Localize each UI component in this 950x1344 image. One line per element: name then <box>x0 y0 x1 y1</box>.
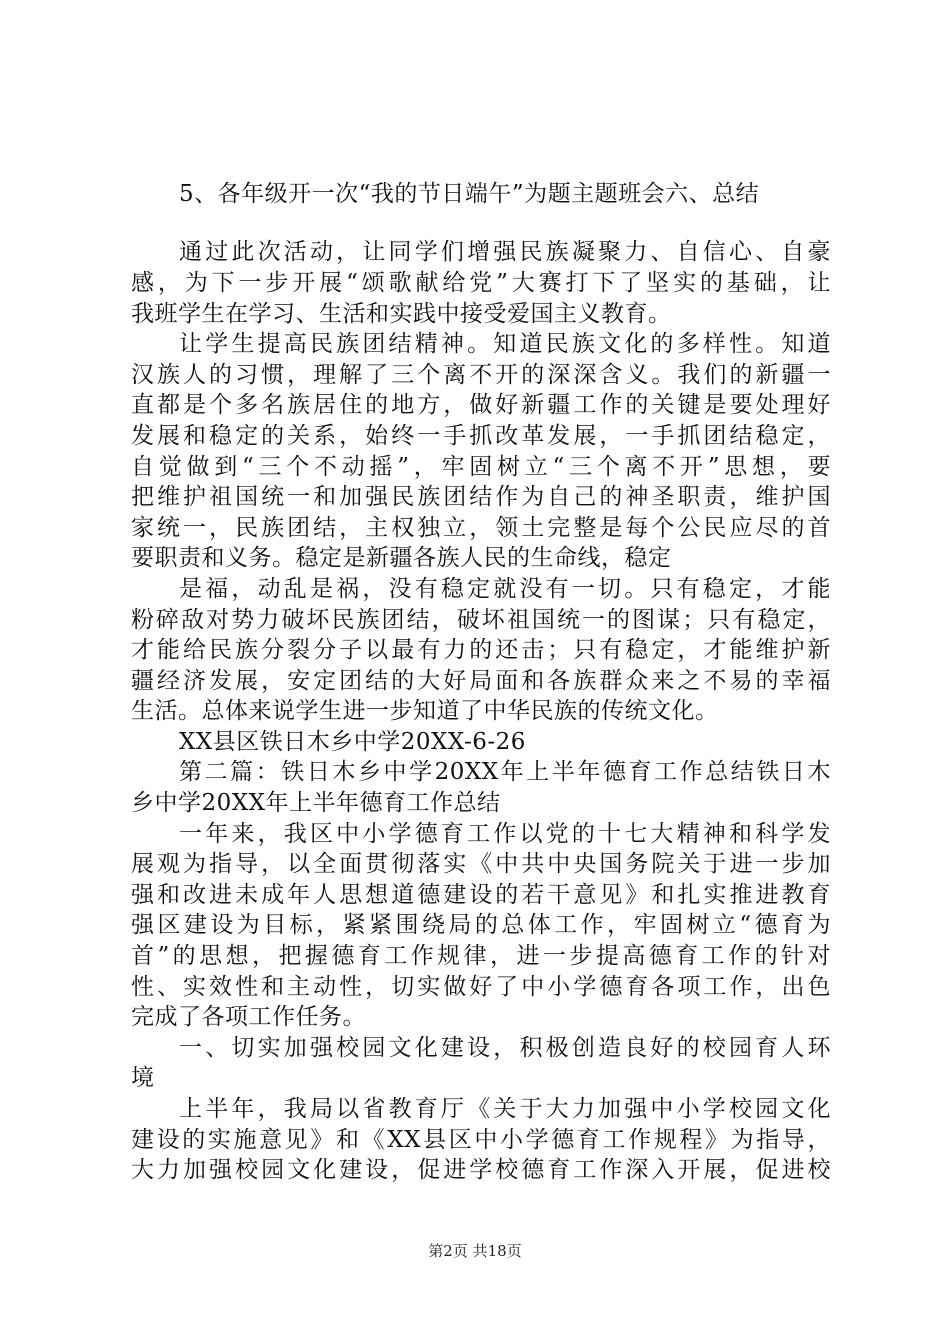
paragraph-line: 完成了各项工作任务。 <box>131 1004 366 1030</box>
paragraph-line: 疆经济发展，安定团结的大好局面和各族群众来之不易的幸福 <box>131 668 831 694</box>
paragraph-line: 上半年，我局以省教育厅《关于大力加强中小学校园文化 <box>179 1096 831 1122</box>
paragraph-line: 要职责和义务。稳定是新疆各族人民的生命线，稳定 <box>131 545 672 571</box>
paragraph-line: 强和改进未成年人思想道德建设的若干意见》和扎实推进教育 <box>131 882 831 908</box>
paragraph-line: 通过此次活动，让同学们增强民族凝聚力、自信心、自豪 <box>179 239 831 265</box>
signature-line: XX县区铁日木乡中学20XX-6-26 <box>179 729 526 755</box>
paragraph-line: 发展和稳定的关系，始终一手抓改革发展，一手抓团结稳定， <box>131 423 831 449</box>
subheading-line: 一、切实加强校园文化建设，积极创造良好的校园育人环 <box>179 1035 831 1061</box>
paragraph-line: 我班学生在学习、生活和实践中接受爱国主义教育。 <box>131 301 672 327</box>
paragraph-line: 直都是个多名族居住的地方，做好新疆工作的关键是要处理好 <box>131 392 831 418</box>
paragraph-line: 才能给民族分裂分子以最有力的还击；只有稳定，才能维护新 <box>131 637 831 663</box>
paragraph-line: 展观为指导，以全面贯彻落实《中共中央国务院关于进一步加 <box>131 851 831 877</box>
section-title-line: 第二篇：铁日木乡中学20XX年上半年德育工作总结铁日木 <box>179 759 831 785</box>
subheading-line: 境 <box>131 1065 155 1091</box>
paragraph-line: 感，为下一步开展“颂歌献给党”大赛打下了坚实的基础，让 <box>131 270 831 296</box>
paragraph-line: 是福，动乱是祸，没有稳定就没有一切。只有稳定，才能 <box>179 576 831 602</box>
page-number-footer: 第2页 共18页 <box>428 1242 522 1260</box>
paragraph-line: 生活。总体来说学生进一步知道了中华民族的传统文化。 <box>131 698 719 724</box>
paragraph-line: 自觉做到“三个不动摇”，牢固树立“三个离不开”思想，要 <box>131 454 831 480</box>
paragraph-line: 建设的实施意见》和《XX县区中小学德育工作规程》为指导， <box>131 1127 831 1153</box>
section-title-line: 乡中学20XX年上半年德育工作总结 <box>131 790 501 816</box>
paragraph-line: 一年来，我区中小学德育工作以党的十七大精神和科学发 <box>179 821 831 847</box>
paragraph-line: 把维护祖国统一和加强民族团结作为自己的神圣职责，维护国 <box>131 484 831 510</box>
paragraph-line: 强区建设为目标，紧紧围绕局的总体工作，牢固树立“德育为 <box>131 912 831 938</box>
paragraph-line: 汉族人的习惯，理解了三个离不开的深深含义。我们的新疆一 <box>131 362 831 388</box>
paragraph-line: 家统一，民族团结，主权独立，领土完整是每个公民应尽的首 <box>131 515 831 541</box>
paragraph-line: 粉碎敌对势力破坏民族团结，破坏祖国统一的图谋；只有稳定， <box>131 607 831 633</box>
heading-line: 5、各年级开一次“我的节日端午”为题主题班会六、总结 <box>179 181 760 207</box>
paragraph-line: 让学生提高民族团结精神。知道民族文化的多样性。知道 <box>179 331 831 357</box>
paragraph-line: 首”的思想，把握德育工作规律，进一步提高德育工作的针对 <box>131 943 831 969</box>
paragraph-line: 大力加强校园文化建设，促进学校德育工作深入开展，促进校 <box>131 1157 831 1183</box>
paragraph-line: 性、实效性和主动性，切实做好了中小学德育各项工作，出色 <box>131 974 831 1000</box>
